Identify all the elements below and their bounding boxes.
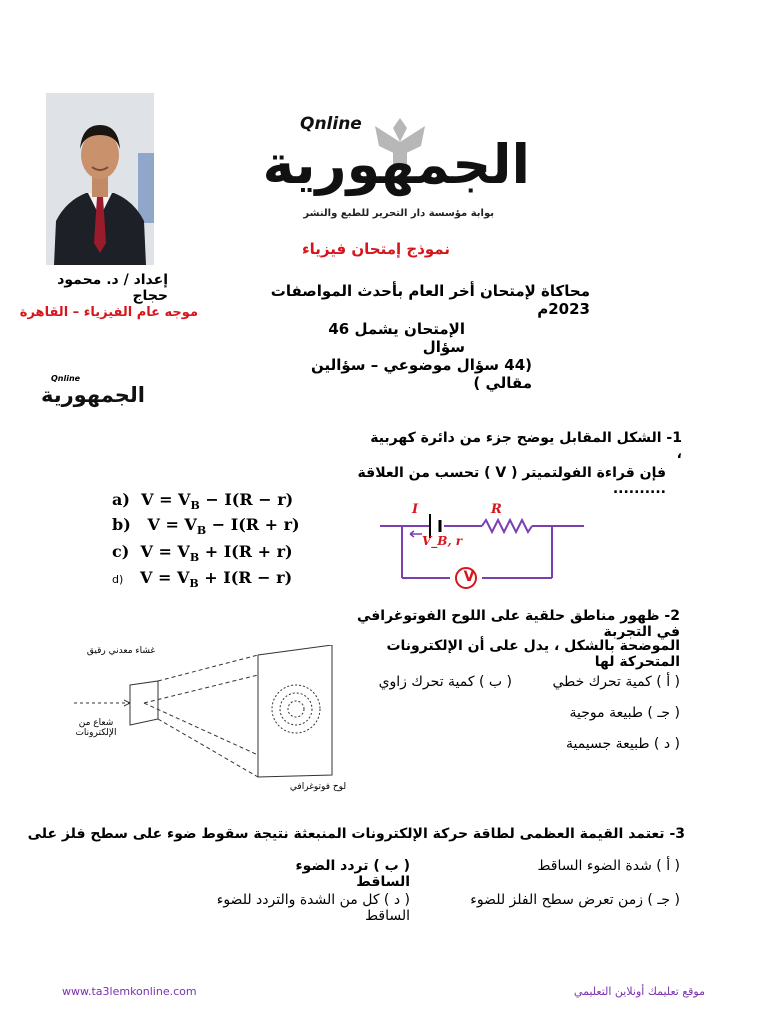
q3-option-d[interactable]: ( د ) كل من الشدة والتردد للضوء الساقط xyxy=(216,892,410,924)
q3-option-a[interactable]: ( أ ) شدة الضوء الساقط xyxy=(537,858,680,874)
header-line-2: الإمتحان يشمل 46 سؤال xyxy=(328,320,465,356)
author-role: موجه عام الفيزياء – القاهرة xyxy=(19,305,198,320)
q1-line-1: 1- الشكل المقابل يوضح جزء من دائرة كهربية ، xyxy=(370,430,682,462)
q1-circuit-diagram xyxy=(378,500,598,590)
circuit-meter-label: V xyxy=(463,569,475,585)
logo-small-name: الجمهورية xyxy=(40,383,145,407)
exam-title: نموذج إمتحان فيزياء xyxy=(301,240,450,258)
logo-small xyxy=(40,374,145,414)
figure-plate-label: لوح فوتوغرافي xyxy=(289,782,347,792)
header-line-1: محاكاة لإمتحان أخر العام بأحدث المواصفات 2023م xyxy=(270,282,590,318)
footer-site-name: موقع تعليمك أونلاين التعليمي xyxy=(573,985,705,998)
q2-diffraction-figure xyxy=(70,645,340,785)
logo-tagline: بوابة مؤسسة دار التحرير للطبع والنشر xyxy=(303,208,494,219)
logo-main xyxy=(262,112,532,227)
q1-option-d[interactable]: d) $V = V_B + I(R - r)$ xyxy=(112,568,293,591)
figure-beam-label: شعاع من الإلكترونات xyxy=(75,718,117,738)
q2-option-c[interactable]: ( جـ ) طبيعة موجية xyxy=(569,705,680,721)
q1-option-c[interactable]: c) $V = V_B + I(R + r)$ xyxy=(112,542,293,565)
logo-small-online: Qnline xyxy=(51,374,81,383)
q2-line-1: 2- ظهور مناطق حلقية على اللوح الفوتوغرافي في التجربة xyxy=(356,608,680,640)
q1-option-b[interactable]: b) $V = V_B - I(R + r)$ xyxy=(112,515,300,538)
q1-line-2: فإن قراءة الفولتميتر ( V ) تحسب من العلاقة .......... xyxy=(357,465,666,497)
logo-name: الجمهورية xyxy=(262,133,530,196)
logo-online-label: Qnline xyxy=(300,114,362,134)
author-photo xyxy=(46,93,154,265)
q2-option-d[interactable]: ( د ) طبيعة جسيمية xyxy=(565,736,680,752)
header-line-3: (44 سؤال موضوعي – سؤالين مقالي ) xyxy=(311,356,532,392)
q3-option-c[interactable]: ( جـ ) زمن تعرض سطح الفلز للضوء xyxy=(470,892,680,908)
q3-option-b[interactable]: ( ب ) تردد الضوء الساقط xyxy=(295,858,410,890)
footer-url[interactable]: www.ta3lemkonline.com xyxy=(62,985,197,998)
q2-option-a[interactable]: ( أ ) كمية تحرك خطي xyxy=(552,674,680,690)
q1-option-a[interactable]: a) $V = V_B - I(R - r)$ xyxy=(112,490,294,513)
figure-foil-label: غشاء معدني رقيق xyxy=(86,646,156,656)
q3-line-1: 3- تعتمد القيمة العظمى لطاقة حركة الإلكترونات المنبعثة نتيجة سقوط ضوء على سطح فلز على xyxy=(27,826,685,842)
circuit-current-label: I xyxy=(412,502,419,517)
q2-line-2: الموضحة بالشكل ، يدل على أن الإلكترونات المتحركة لها xyxy=(386,638,680,670)
q2-option-b[interactable]: ( ب ) كمية تحرك زاوي xyxy=(378,674,512,690)
author-prepared-by: إعداد / د. محمود حجاج xyxy=(57,272,168,304)
circuit-battery-label: V_B, r xyxy=(422,534,463,548)
circuit-resistor-label: R xyxy=(491,502,502,517)
